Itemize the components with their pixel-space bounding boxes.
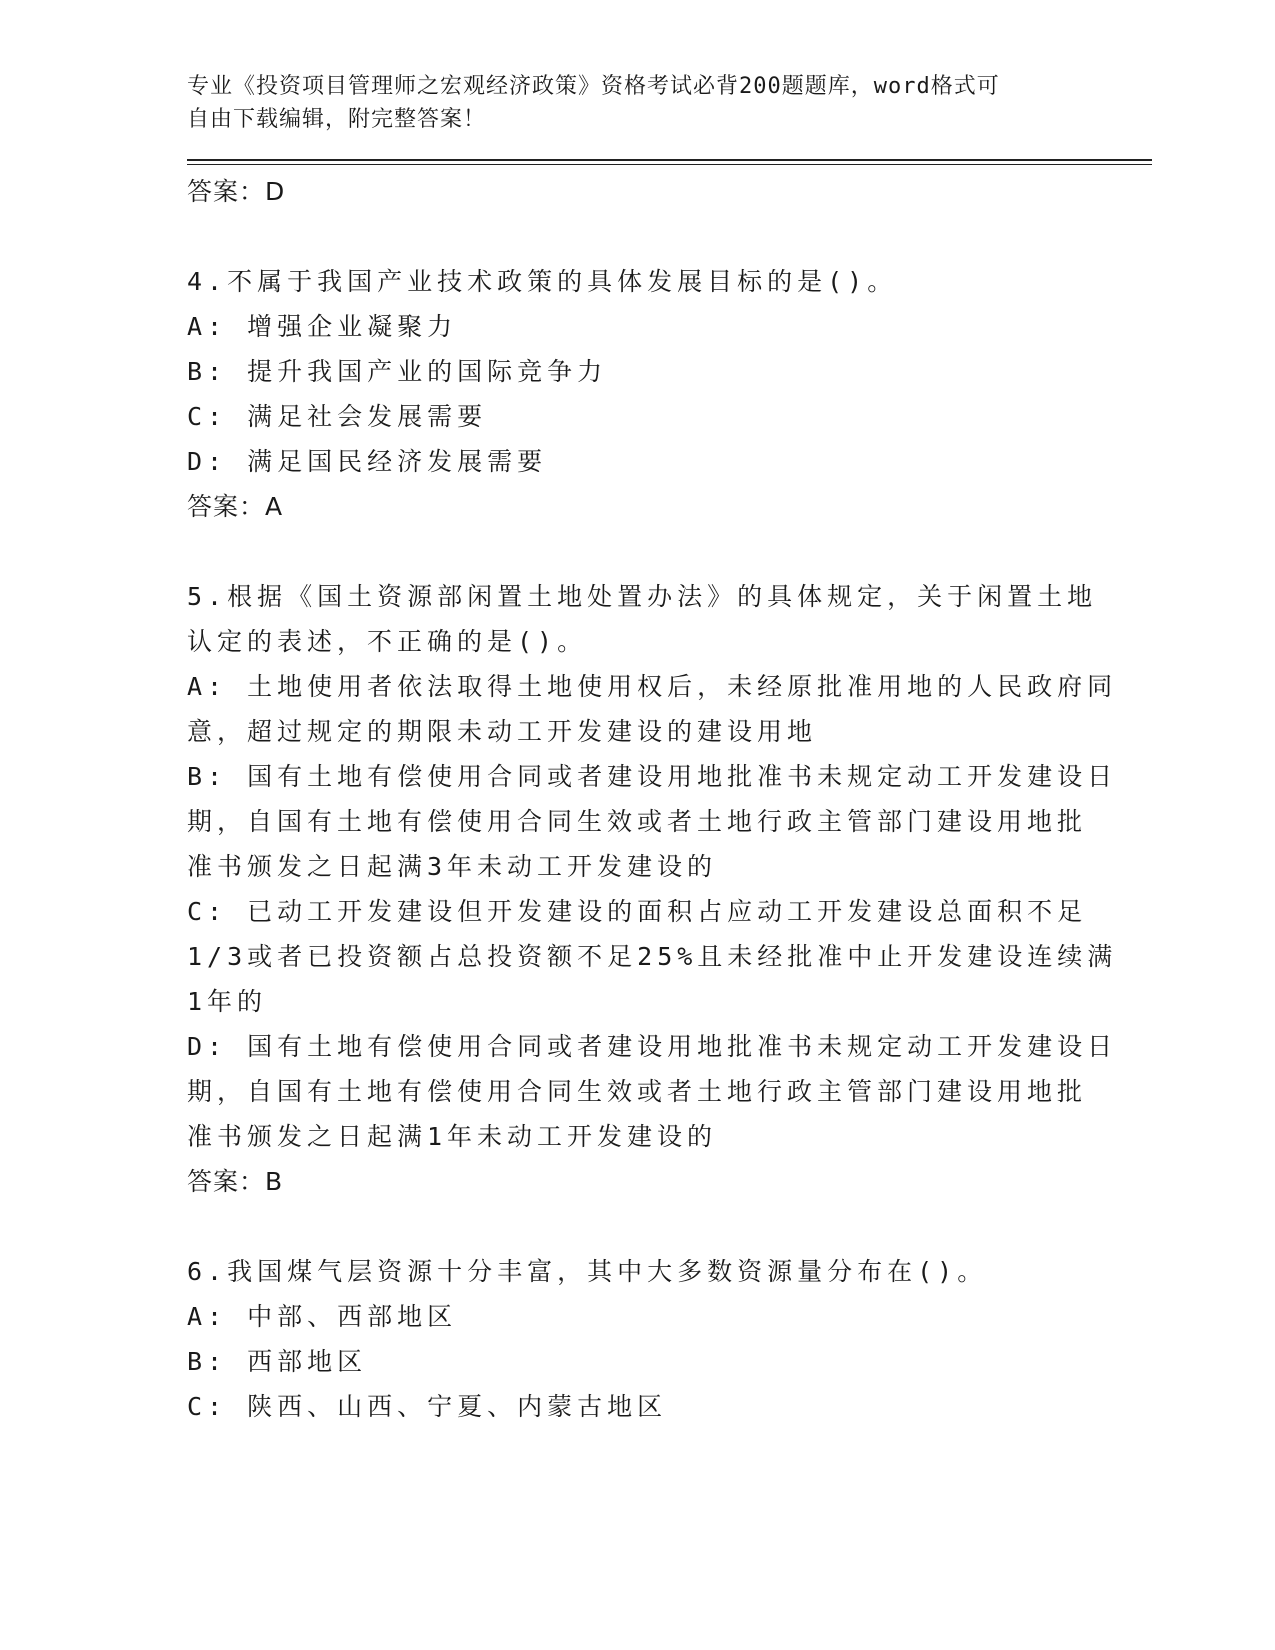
question-5-option-d-line: D: 国有土地有偿使用合同或者建设用地批准书未规定动工开发建设日 (187, 1032, 1118, 1061)
question-6-option-c: C: 陕西、山西、宁夏、内蒙古地区 (187, 1392, 668, 1421)
question-5-option-a-line: 意，超过规定的期限未动工开发建设的建设用地 (187, 717, 818, 746)
answer-previous: 答案：D (187, 177, 286, 206)
spacer (187, 529, 1152, 574)
question-5-answer: 答案：B (187, 1167, 284, 1196)
header-divider (187, 159, 1152, 165)
question-4-text: 4.不属于我国产业技术政策的具体发展目标的是()。 (187, 267, 898, 296)
question-5-text-line: 认定的表述，不正确的是()。 (187, 627, 588, 656)
question-5-option-b-line: 准书颁发之日起满3年未动工开发建设的 (187, 852, 718, 881)
question-5-option-d-line: 期，自国有土地有偿使用合同生效或者土地行政主管部门建设用地批 (187, 1077, 1088, 1106)
document-page (187, 70, 1152, 1429)
question-5-option-a-line: A: 土地使用者依法取得土地使用权后，未经原批准用地的人民政府同 (187, 672, 1118, 701)
question-5-option-b-line: 期，自国有土地有偿使用合同生效或者土地行政主管部门建设用地批 (187, 807, 1088, 836)
question-5-option-c-line: 1年的 (187, 987, 268, 1016)
question-5 (187, 574, 1152, 1204)
question-5-text-line: 5.根据《国土资源部闲置土地处置办法》的具体规定，关于闲置土地 (187, 582, 1098, 611)
header-line-2: 自由下载编辑，附完整答案！ (187, 107, 487, 132)
question-4-option-c: C: 满足社会发展需要 (187, 402, 488, 431)
question-6 (187, 1249, 1152, 1429)
question-5-option-c-line: C: 已动工开发建设但开发建设的面积占应动工开发建设总面积不足 (187, 897, 1088, 926)
question-6-option-a: A: 中部、西部地区 (187, 1302, 458, 1331)
question-4-option-b: B: 提升我国产业的国际竞争力 (187, 357, 608, 386)
question-6-text: 6.我国煤气层资源十分丰富，其中大多数资源量分布在()。 (187, 1257, 988, 1286)
question-6-option-b: B: 西部地区 (187, 1347, 368, 1376)
question-5-option-b-line: B: 国有土地有偿使用合同或者建设用地批准书未规定动工开发建设日 (187, 762, 1118, 791)
question-4-option-d: D: 满足国民经济发展需要 (187, 447, 548, 476)
question-4-option-a: A: 增强企业凝聚力 (187, 312, 458, 341)
spacer (187, 214, 1152, 259)
question-5-option-d-line: 准书颁发之日起满1年未动工开发建设的 (187, 1122, 718, 1151)
spacer (187, 1204, 1152, 1249)
question-4-answer: 答案：A (187, 492, 284, 521)
header-line-1: 专业《投资项目管理师之宏观经济政策》资格考试必背200题题库，word格式可 (187, 74, 1000, 99)
document-header (187, 70, 1067, 136)
question-4 (187, 259, 1152, 529)
question-5-option-c-line: 1/3或者已投资额占总投资额不足25%且未经批准中止开发建设连续满 (187, 942, 1118, 971)
